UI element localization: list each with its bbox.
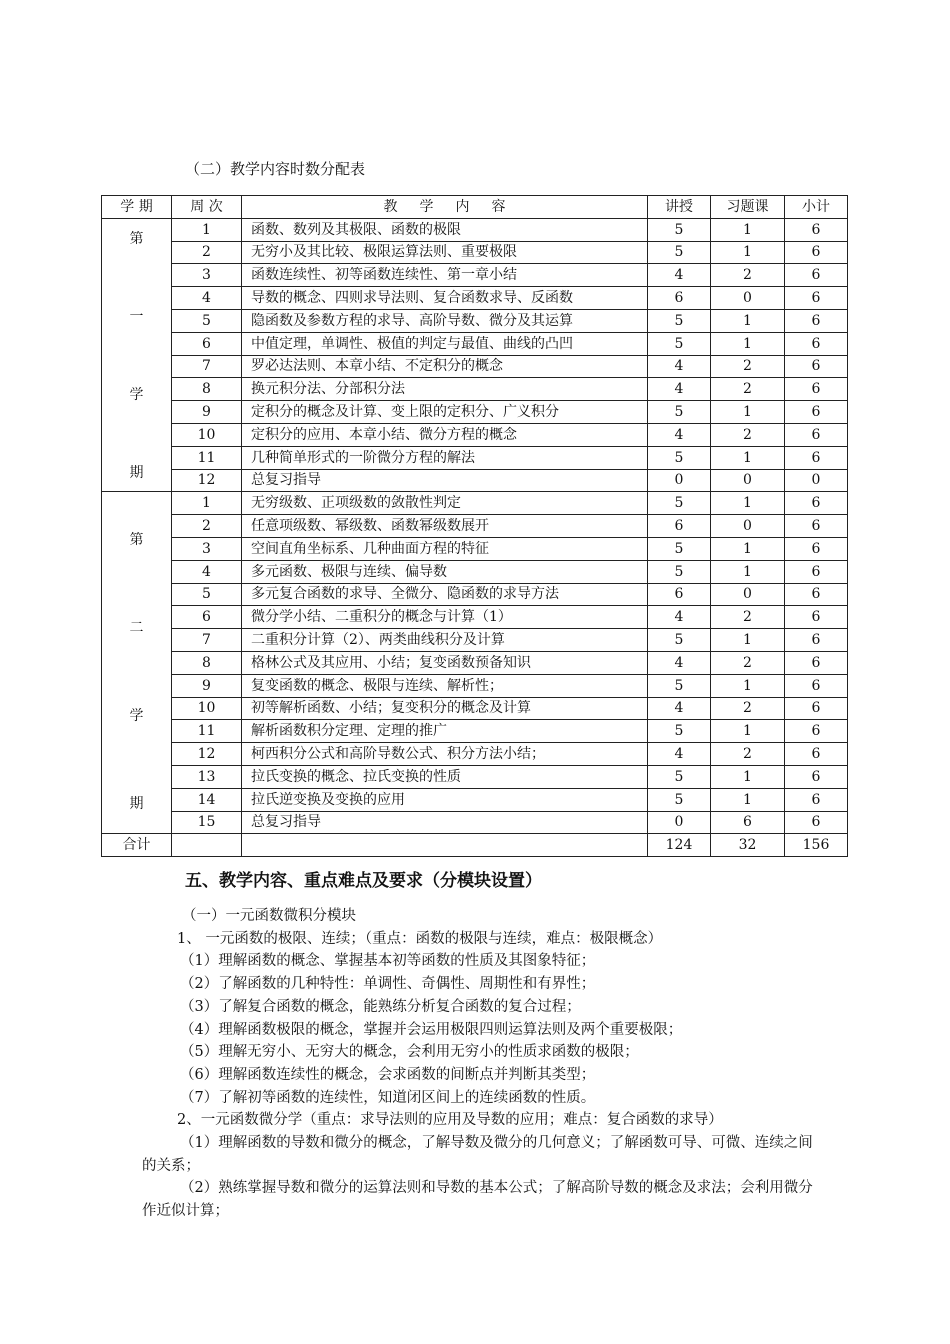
content-cell: 无穷级数、正项级数的敛散性判定	[242, 492, 648, 515]
lecture-cell: 4	[648, 264, 711, 287]
lecture-cell: 4	[648, 743, 711, 766]
content-cell: 换元积分法、分部积分法	[242, 378, 648, 401]
table-row	[102, 241, 848, 264]
subtotal-cell: 6	[785, 651, 848, 674]
week-cell: 2	[172, 515, 242, 538]
lecture-cell: 4	[648, 651, 711, 674]
header-exercise: 习题课	[711, 196, 785, 219]
lecture-cell: 0	[648, 811, 711, 834]
subtotal-cell: 6	[785, 241, 848, 264]
week-cell: 8	[172, 651, 242, 674]
subtotal-cell: 6	[785, 788, 848, 811]
header-lecture: 讲授	[648, 196, 711, 219]
semester-label	[102, 219, 171, 483]
item1-title: 1、 一元函数的极限、连续；（重点：函数的极限与连续，难点：极限概念）	[177, 930, 663, 947]
semester-label	[102, 492, 171, 814]
table-row	[102, 811, 848, 834]
requirement-point: （2）熟练掌握导数和微分的运算法则和导数的基本公式；了解高阶导数的概念及求法；会利用微分作近似计算；	[142, 1180, 813, 1220]
week-cell: 6	[172, 332, 242, 355]
total-row	[102, 834, 848, 857]
module-title: （一）一元函数微积分模块	[182, 908, 356, 924]
content-cell: 柯西积分公式和高阶导数公式、积分方法小结；	[242, 743, 648, 766]
subtotal-cell: 6	[785, 401, 848, 424]
requirement-point: （3）了解复合函数的概念，能熟练分析复合函数的复合过程；	[180, 998, 581, 1015]
exercise-cell: 1	[711, 629, 785, 652]
lecture-cell: 5	[648, 674, 711, 697]
content-cell: 二重积分计算（2）、两类曲线积分及计算	[242, 629, 648, 652]
header-semester: 学 期	[102, 196, 172, 219]
table-row	[102, 264, 848, 287]
content-cell: 微分学小结、二重积分的概念与计算（1）	[242, 606, 648, 629]
exercise-cell: 1	[711, 492, 785, 515]
lecture-cell: 4	[648, 355, 711, 378]
content-cell: 隐函数及参数方程的求导、高阶导数、微分及其运算	[242, 309, 648, 332]
content-cell: 解析函数积分定理、定理的推广	[242, 720, 648, 743]
total-empty-cell	[242, 834, 648, 857]
content-cell: 函数、数列及其极限、函数的极限	[242, 218, 648, 241]
semester-char: 学	[129, 386, 144, 403]
requirement-point: （4）理解函数极限的概念，掌握并会运用极限四则运算法则及两个重要极限；	[180, 1021, 683, 1038]
week-cell: 3	[172, 537, 242, 560]
semester-char: 学	[129, 708, 144, 725]
table-row	[102, 355, 848, 378]
exercise-cell: 2	[711, 355, 785, 378]
exercise-cell: 1	[711, 788, 785, 811]
semester-char: 一	[129, 308, 144, 325]
table-row	[102, 287, 848, 310]
table-row	[102, 309, 848, 332]
lecture-cell: 5	[648, 309, 711, 332]
table-row	[102, 720, 848, 743]
content-cell: 多元复合函数的求导、全微分、隐函数的求导方法	[242, 583, 648, 606]
table-row	[102, 629, 848, 652]
table-row	[102, 378, 848, 401]
exercise-cell: 1	[711, 446, 785, 469]
exercise-cell: 6	[711, 811, 785, 834]
lecture-cell: 0	[648, 469, 711, 492]
table-row	[102, 606, 848, 629]
content-cell: 拉氏变换的概念、拉氏变换的性质	[242, 765, 648, 788]
content-cell: 总复习指导	[242, 469, 648, 492]
header-content: 教学内容	[242, 196, 648, 219]
exercise-cell: 0	[711, 515, 785, 538]
lecture-cell: 5	[648, 765, 711, 788]
subtotal-cell: 6	[785, 218, 848, 241]
subtotal-cell: 6	[785, 332, 848, 355]
subtotal-cell: 6	[785, 765, 848, 788]
week-cell: 10	[172, 423, 242, 446]
content-cell: 定积分的应用、本章小结、微分方程的概念	[242, 423, 648, 446]
semester-char: 二	[129, 620, 144, 637]
item2-points	[142, 1132, 822, 1223]
exercise-cell: 1	[711, 720, 785, 743]
week-cell: 4	[172, 560, 242, 583]
lecture-cell: 4	[648, 423, 711, 446]
semester-char: 期	[129, 464, 144, 481]
exercise-cell: 1	[711, 218, 785, 241]
exercise-cell: 1	[711, 309, 785, 332]
subtotal-cell: 6	[785, 743, 848, 766]
content-cell: 空间直角坐标系、几种曲面方程的特征	[242, 537, 648, 560]
semester-cell	[102, 218, 172, 492]
week-cell: 5	[172, 583, 242, 606]
exercise-cell: 1	[711, 332, 785, 355]
lecture-cell: 4	[648, 606, 711, 629]
exercise-cell: 0	[711, 287, 785, 310]
table-row	[102, 674, 848, 697]
header-subtotal: 小计	[785, 196, 848, 219]
table-row	[102, 651, 848, 674]
content-cell: 无穷小及其比较、极限运算法则、重要极限	[242, 241, 648, 264]
exercise-cell: 2	[711, 743, 785, 766]
week-cell: 9	[172, 674, 242, 697]
lecture-cell: 6	[648, 287, 711, 310]
subtotal-cell: 6	[785, 606, 848, 629]
lecture-cell: 5	[648, 788, 711, 811]
table-row	[102, 469, 848, 492]
requirement-point: （1）理解函数的导数和微分的概念，了解导数及微分的几何意义；了解函数可导、可微、连续之间的关系；	[142, 1135, 813, 1174]
content-cell: 罗必达法则、本章小结、不定积分的概念	[242, 355, 648, 378]
exercise-cell: 1	[711, 241, 785, 264]
lecture-cell: 5	[648, 560, 711, 583]
table-row	[102, 765, 848, 788]
subtotal-cell: 6	[785, 423, 848, 446]
content-cell: 格林公式及其应用、小结；复变函数预备知识	[242, 651, 648, 674]
exercise-cell: 0	[711, 469, 785, 492]
lecture-cell: 5	[648, 218, 711, 241]
subtotal-cell: 6	[785, 264, 848, 287]
week-cell: 6	[172, 606, 242, 629]
exercise-cell: 1	[711, 537, 785, 560]
lecture-cell: 5	[648, 492, 711, 515]
lecture-cell: 5	[648, 241, 711, 264]
week-cell: 14	[172, 788, 242, 811]
week-cell: 11	[172, 720, 242, 743]
subtotal-cell: 6	[785, 515, 848, 538]
week-cell: 2	[172, 241, 242, 264]
subtotal-cell: 6	[785, 629, 848, 652]
subtotal-cell: 6	[785, 583, 848, 606]
subtotal-cell: 6	[785, 446, 848, 469]
subtotal-cell: 6	[785, 492, 848, 515]
subtotal-cell: 6	[785, 560, 848, 583]
hours-allocation-table	[101, 195, 848, 857]
subtotal-cell: 6	[785, 287, 848, 310]
week-cell: 5	[172, 309, 242, 332]
week-cell: 12	[172, 743, 242, 766]
item2-title: 2、一元函数微分学（重点：求导法则的应用及导数的应用；难点：复合函数的求导）	[177, 1112, 723, 1129]
requirement-point: （6）理解函数连续性的概念，会求函数的间断点并判断其类型；	[180, 1066, 596, 1083]
table-row	[102, 560, 848, 583]
content-cell: 多元函数、极限与连续、偏导数	[242, 560, 648, 583]
week-cell: 9	[172, 401, 242, 424]
table-row	[102, 492, 848, 515]
lecture-cell: 4	[648, 697, 711, 720]
requirement-point: （1）理解函数的概念、掌握基本初等函数的性质及其图象特征；	[180, 953, 596, 970]
lecture-cell: 5	[648, 537, 711, 560]
requirement-point: （7）了解初等函数的连续性，知道闭区间上的连续函数的性质。	[180, 1089, 596, 1106]
semester-char: 第	[129, 230, 144, 247]
content-cell: 任意项级数、幂级数、函数幂级数展开	[242, 515, 648, 538]
week-cell: 1	[172, 492, 242, 515]
subtotal-cell: 6	[785, 355, 848, 378]
subtotal-cell: 6	[785, 309, 848, 332]
content-cell: 中值定理，单调性、极值的判定与最值、曲线的凸凹	[242, 332, 648, 355]
week-cell: 10	[172, 697, 242, 720]
content-cell: 复变函数的概念、极限与连续、解析性；	[242, 674, 648, 697]
section-title: 五、教学内容、重点难点及要求（分模块设置）	[185, 871, 542, 891]
week-cell: 8	[172, 378, 242, 401]
week-cell: 1	[172, 218, 242, 241]
lecture-cell: 5	[648, 332, 711, 355]
exercise-cell: 1	[711, 401, 785, 424]
table-row	[102, 401, 848, 424]
week-cell: 11	[172, 446, 242, 469]
week-cell: 13	[172, 765, 242, 788]
exercise-cell: 2	[711, 423, 785, 446]
exercise-cell: 2	[711, 697, 785, 720]
total-exercise: 32	[711, 834, 785, 857]
lecture-cell: 5	[648, 401, 711, 424]
week-cell: 7	[172, 629, 242, 652]
subtotal-cell: 6	[785, 697, 848, 720]
week-cell: 7	[172, 355, 242, 378]
section-body	[142, 905, 822, 1223]
table-row	[102, 218, 848, 241]
content-cell: 定积分的概念及计算、变上限的定积分、广义积分	[242, 401, 648, 424]
table-row	[102, 423, 848, 446]
lecture-cell: 5	[648, 446, 711, 469]
content-cell: 几种简单形式的一阶微分方程的解法	[242, 446, 648, 469]
table-row	[102, 697, 848, 720]
exercise-cell: 1	[711, 674, 785, 697]
subtotal-cell: 6	[785, 378, 848, 401]
lecture-cell: 6	[648, 583, 711, 606]
item1-points	[142, 950, 822, 1109]
content-cell: 初等解析函数、小结；复变积分的概念及计算	[242, 697, 648, 720]
week-cell: 4	[172, 287, 242, 310]
exercise-cell: 2	[711, 378, 785, 401]
table-header-row	[102, 196, 848, 219]
week-cell: 12	[172, 469, 242, 492]
semester-cell	[102, 492, 172, 834]
exercise-cell: 2	[711, 651, 785, 674]
lecture-cell: 5	[648, 629, 711, 652]
header-week: 周 次	[172, 196, 242, 219]
table-row	[102, 788, 848, 811]
lecture-cell: 5	[648, 720, 711, 743]
subtotal-cell: 6	[785, 811, 848, 834]
table-caption: （二）教学内容时数分配表	[185, 160, 366, 178]
lecture-cell: 4	[648, 378, 711, 401]
content-cell: 函数连续性、初等函数连续性、第一章小结	[242, 264, 648, 287]
total-subtotal: 156	[785, 834, 848, 857]
table-row	[102, 515, 848, 538]
total-empty-cell	[172, 834, 242, 857]
table-row	[102, 446, 848, 469]
subtotal-cell: 6	[785, 537, 848, 560]
week-cell: 3	[172, 264, 242, 287]
content-cell: 总复习指导	[242, 811, 648, 834]
subtotal-cell: 6	[785, 720, 848, 743]
table-row	[102, 332, 848, 355]
semester-char: 期	[129, 796, 144, 813]
exercise-cell: 2	[711, 264, 785, 287]
exercise-cell: 1	[711, 765, 785, 788]
requirement-point: （2）了解函数的几种特性：单调性、奇偶性、周期性和有界性；	[180, 976, 596, 993]
total-lecture: 124	[648, 834, 711, 857]
semester-char: 第	[129, 532, 144, 549]
subtotal-cell: 0	[785, 469, 848, 492]
total-label: 合计	[102, 834, 172, 857]
exercise-cell: 0	[711, 583, 785, 606]
exercise-cell: 1	[711, 560, 785, 583]
requirement-point: （5）理解无穷小、无穷大的概念，会利用无穷小的性质求函数的极限；	[180, 1044, 639, 1061]
subtotal-cell: 6	[785, 674, 848, 697]
table-row	[102, 583, 848, 606]
table-row	[102, 743, 848, 766]
exercise-cell: 2	[711, 606, 785, 629]
content-cell: 拉氏逆变换及变换的应用	[242, 788, 648, 811]
week-cell: 15	[172, 811, 242, 834]
lecture-cell: 6	[648, 515, 711, 538]
content-cell: 导数的概念、四则求导法则、复合函数求导、反函数	[242, 287, 648, 310]
table-row	[102, 537, 848, 560]
